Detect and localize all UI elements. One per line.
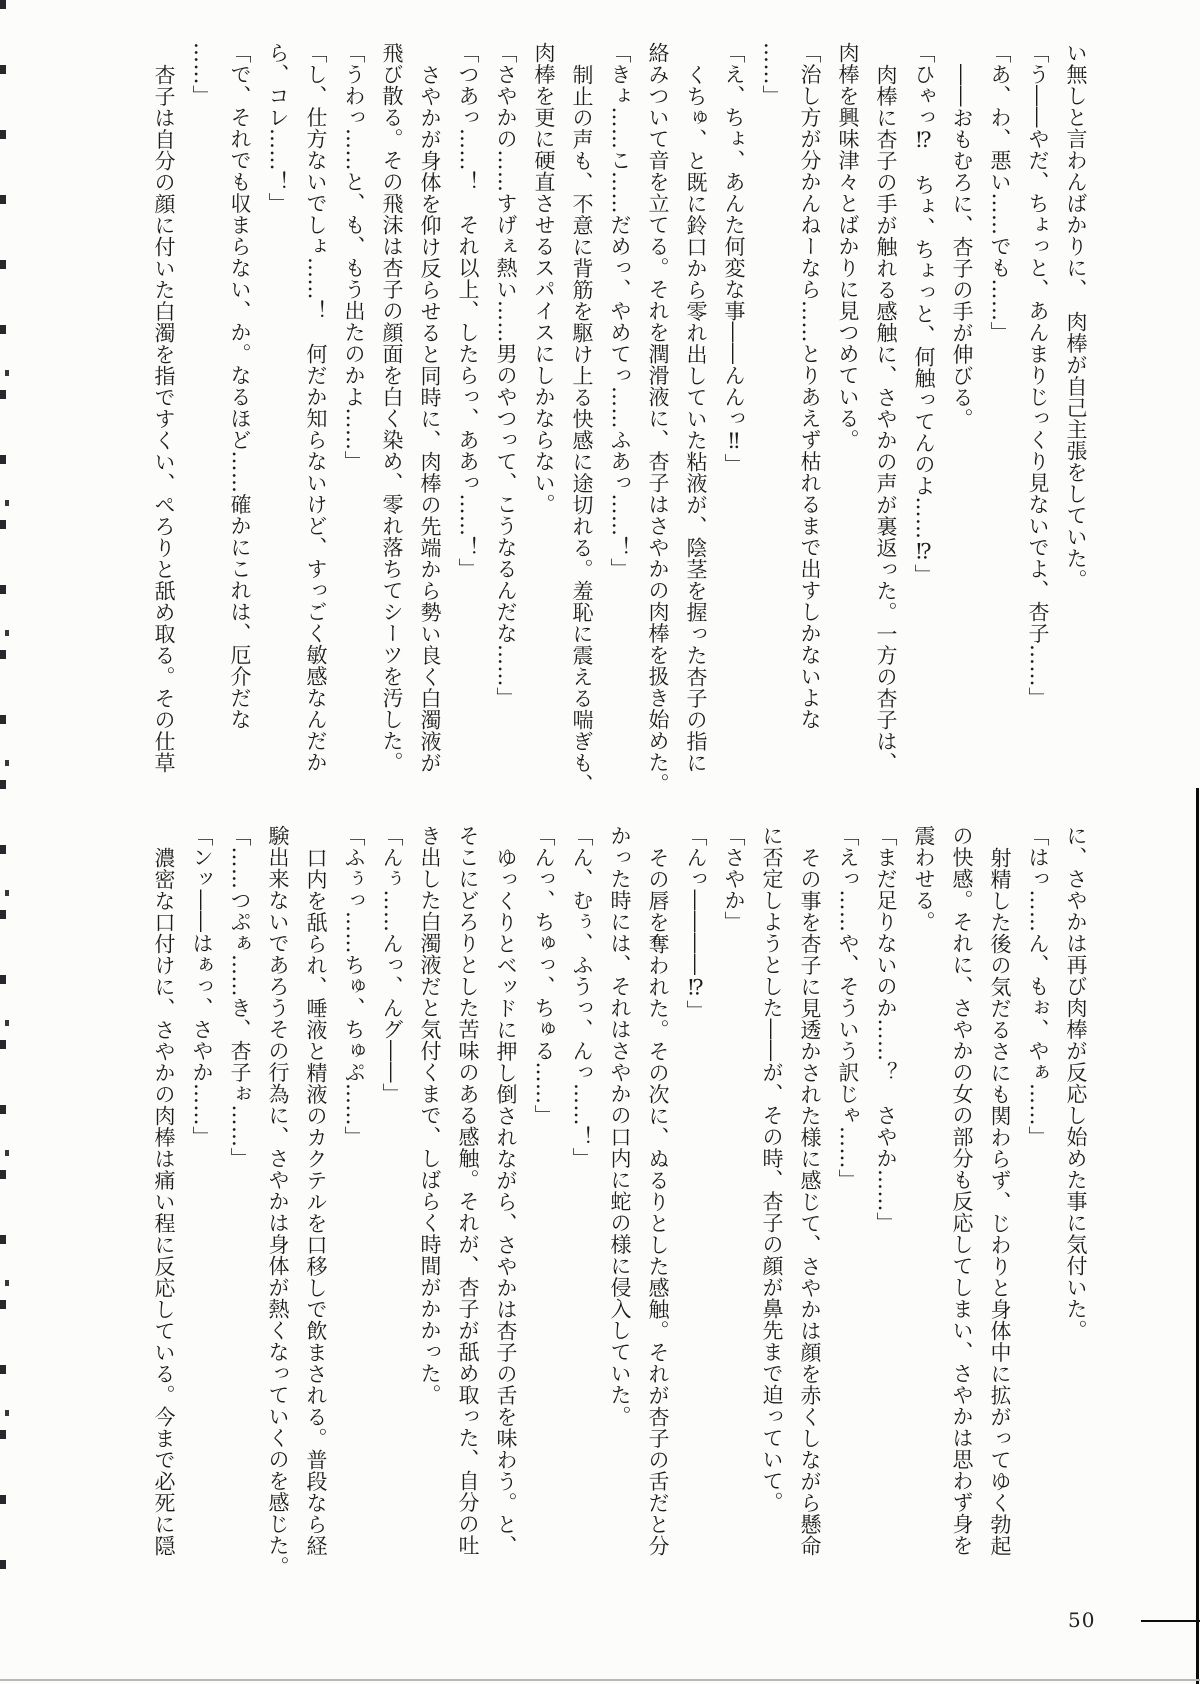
text-line: に、さやかは再び肉棒が反応し始めた事に気付いた。: [1064, 825, 1088, 1341]
text-line: 「え、ちょ、あんた何変な事――んんっ‼」: [722, 42, 746, 475]
text-line: 「きょ……こ……だめっ、やめてっ……ふあっ……！」: [608, 42, 632, 580]
text-line: 「ふぅっ……ちゅ、ちゅぷ……」: [342, 825, 366, 1148]
text-line: 「で、それでも収まらない、か。なるほど……確かにこれは、厄介だな: [228, 42, 252, 730]
text-line: 「あ、わ、悪い……でも……」: [988, 42, 1012, 343]
text-line: に否定しようとした――が、その時、杏子の顔が鼻先まで迫っていて。: [760, 825, 784, 1513]
text-line: 射精した後の気だるさにも関わらず、じわりと身体中に拡がってゆく勃起: [988, 847, 1012, 1557]
text-line: くちゅ、と既に鈴口から零れ出していた粘液が、陰茎を握った杏子の指に: [684, 64, 708, 774]
text-line: 「んぅ……んっ、んグ――」: [380, 825, 404, 1105]
text-line: い無しと言わんばかりに、 肉棒が自己主張をしていた。: [1064, 42, 1088, 591]
text-line: 「えっ……や、そういう訳じゃ……」: [836, 825, 860, 1191]
text-line: そこにどろりとした苦味のある感触。それが、杏子が舐め取った、自分の吐: [456, 825, 480, 1556]
text-line: 濃密な口付けに、さやかの肉棒は痛い程に反応している。今まで必死に隠: [152, 847, 176, 1557]
text-line: その唇を奪われた。その次に、ぬるりとした感触。それが杏子の舌だと分: [646, 847, 670, 1557]
text-line: き出した白濁液だと気付くまで、しばらく時間がかかった。: [418, 825, 442, 1406]
page-number: 50: [1068, 1608, 1096, 1632]
text-line: 肉棒を興味津々とばかりに見つめている。: [836, 42, 860, 451]
text-block-bottom: [145, 825, 1095, 1578]
scan-artifact-bottom-edge: [0, 1679, 1200, 1681]
text-line: 「し、仕方ないでしょ……！ 何だか知らないけど、すっごく敏感なんだか: [304, 42, 328, 773]
text-line: さやかが身体を仰け反らせると同時に、肉棒の先端から勢い良く白濁液が: [418, 64, 442, 774]
text-line: 験出来ないであろうその行為に、さやかは身体が熱くなっていくのを感じた。: [266, 825, 290, 1578]
scan-artifact-corner-line: [1141, 1620, 1200, 1622]
text-line: 杏子は自分の顔に付いた白濁を指ですくい、ぺろりと舐め取る。その仕草: [152, 64, 176, 774]
text-line: 「ひゃっ⁉ ちょ、ちょっと、何触ってんのよ……⁉」: [912, 42, 936, 586]
text-block-top: [145, 42, 1095, 795]
text-line: ゆっくりとベッドに押し倒されながら、さやかは杏子の舌を味わう。と、: [494, 847, 518, 1557]
text-line: 飛び散る。その飛沫は杏子の顔面を白く染め、零れ落ちてシーツを汚した。: [380, 42, 404, 773]
text-line: 「ん、むぅ、ふうっ、んっ……！」: [570, 825, 594, 1169]
text-line: 絡みついて音を立てる。それを潤滑液に、杏子はさやかの肉棒を扱き始めた。: [646, 42, 670, 795]
text-line: 「うわっ……と、も、もう出たのかよ……」: [342, 42, 366, 472]
text-line: 「……つぷぁ……き、杏子ぉ……」: [228, 825, 252, 1169]
text-line: 「治し方が分かんねーなら……とりあえず枯れるまで出すしかないよな: [798, 42, 822, 730]
text-line: 「さやか」: [722, 825, 746, 933]
text-line: 「はっ……ん、もぉ、やぁ……」: [1026, 825, 1050, 1148]
text-line: ……」: [190, 42, 214, 107]
text-line: 「ンッ――はぁっ、さやか……」: [190, 825, 214, 1148]
text-line: 「んっ――――⁉」: [684, 825, 708, 1022]
text-line: 制止の声も、不意に背筋を駆け上る快感に途切れる。羞恥に震える喘ぎも、: [570, 64, 594, 795]
scan-artifact-left-edge-marks-secondary: [5, 370, 9, 1480]
text-line: 「う――やだ、ちょっと、あんまりじっくり見ないでよ、杏子……」: [1026, 42, 1050, 709]
text-line: 「さやかの……すげぇ熱い……男のやつって、こうなるんだな……」: [494, 42, 518, 709]
scan-artifact-right-edge-line: [1196, 788, 1199, 1684]
text-line: かった時には、それはさやかの口内に蛇の様に侵入していた。: [608, 825, 632, 1427]
text-line: 震わせる。: [912, 825, 936, 933]
text-line: 肉棒に杏子の手が触れる感触に、さやかの声が裏返った。一方の杏子は、: [874, 64, 898, 774]
text-line: その事を杏子に見透かされた様に感じて、さやかは顔を赤くしながら懸命: [798, 847, 822, 1557]
text-line: 「んっ、ちゅっ、ちゅる……」: [532, 825, 556, 1126]
text-line: 「つあっ……！ それ以上、したらっ、ああっ……！」: [456, 42, 480, 580]
text-line: の快感。それに、さやかの女の部分も反応してしまい、さやかは思わず身を: [950, 825, 974, 1556]
text-line: ――おもむろに、杏子の手が伸びる。: [950, 64, 974, 430]
text-line: 口内を舐られ、唾液と精液のカクテルを口移しで飲まされる。普段なら経: [304, 847, 328, 1557]
text-line: ら、コレ……！」: [266, 42, 290, 214]
text-line: 「まだ足りないのか……？ さやか……」: [874, 825, 898, 1234]
text-line: 肉棒を更に硬直させるスパイスにしかならない。: [532, 42, 556, 515]
text-line: ……」: [760, 42, 784, 107]
